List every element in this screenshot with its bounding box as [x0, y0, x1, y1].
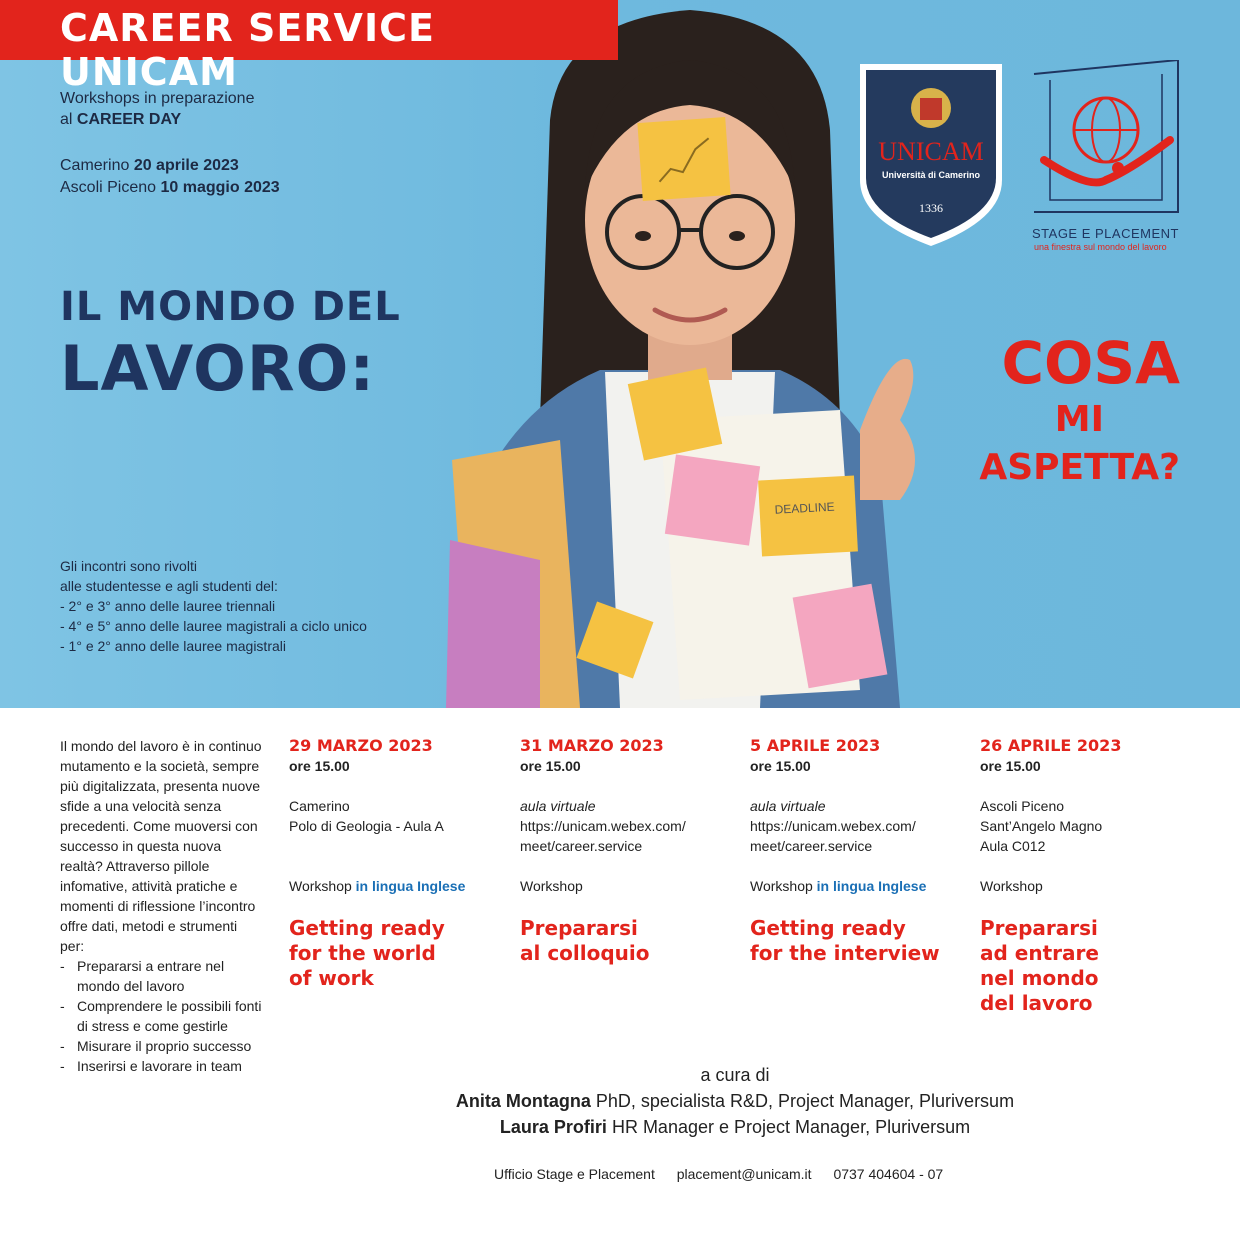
location-line: Sant’Angelo Magno [980, 818, 1103, 834]
webex-link[interactable]: meet/career.service [750, 838, 873, 854]
workshop-type [980, 876, 1190, 896]
stage-logo-subtitle: una finestra sul mondo del lavoro [1034, 242, 1167, 252]
event-dates [60, 155, 280, 199]
target-line: - 4° e 5° anno delle lauree magistrali a ciclo unico [60, 618, 367, 634]
date-line [60, 177, 280, 199]
person-role: HR Manager e Project Manager, Pluriversum [606, 1117, 971, 1137]
workshop-title [750, 916, 960, 966]
workshop-card [980, 736, 1190, 1016]
workshop-location [980, 796, 1190, 856]
workshop-card [289, 736, 499, 991]
workshop-time: ore 15.00 [289, 758, 350, 774]
credits-person [360, 1114, 1110, 1140]
contact-phone: 0737 404604 - 07 [833, 1166, 944, 1182]
title-line: nel mondo [980, 966, 1099, 990]
title-line: Prepararsi [980, 916, 1098, 940]
question-line-1: COSA [1001, 329, 1180, 397]
intro-line-1: Workshops in preparazione [60, 90, 255, 107]
workshop-time: ore 15.00 [980, 758, 1041, 774]
workshop-type [289, 876, 499, 896]
workshop-location [289, 796, 499, 836]
date-city: Ascoli Piceno [60, 179, 161, 196]
unicam-logo-name: UNICAM [878, 137, 984, 166]
webex-link[interactable]: meet/career.service [520, 838, 643, 854]
headline-line-1: IL MONDO DEL [60, 284, 401, 330]
workshop-description [60, 736, 265, 1076]
title-line: del lavoro [980, 991, 1093, 1015]
workshop-time: ore 15.00 [520, 758, 581, 774]
date-value: 20 aprile 2023 [133, 157, 239, 174]
target-line: - 1° e 2° anno delle lauree magistrali [60, 638, 286, 654]
question-line-3: ASPETTA? [979, 447, 1180, 488]
title-line: Getting ready [750, 916, 906, 940]
goals-list [60, 956, 265, 1076]
workshop-date: 29 MARZO 2023 [289, 736, 433, 755]
title-line: al colloquio [520, 941, 650, 965]
description-text: Il mondo del lavoro è in continuo mutamento e la società, sempre più digitalizzata, presenta nuove sfide a una velocità senza precedenti. Come muoversi con successo in questa nuova realtà? Attraverso pillole infomative, attività pratiche e momenti di riflessione l’incontro offre dati, metodi e strumenti per: [60, 738, 262, 954]
title-line: of work [289, 966, 374, 990]
title-line: Prepararsi [520, 916, 638, 940]
brand-title: CAREER SERVICE UNICAM [60, 6, 435, 94]
stage-placement-logo [1030, 60, 1182, 230]
location-line: aula virtuale [520, 798, 596, 814]
question-headline [880, 330, 1180, 492]
workshop-location [520, 796, 730, 856]
workshop-card [750, 736, 960, 966]
intro-career-day: CAREER DAY [76, 111, 182, 128]
workshop-location [750, 796, 960, 856]
date-line [60, 155, 280, 177]
contact-footer [494, 1166, 961, 1182]
workshop-language: in lingua Inglese [816, 878, 927, 894]
target-line: Gli incontri sono rivolti [60, 558, 197, 574]
workshop-time: ore 15.00 [750, 758, 811, 774]
headline-line-2: LAVORO: [60, 332, 376, 405]
location-line: Aula C012 [980, 838, 1046, 854]
list-item: - Misurare il proprio successo [60, 1036, 265, 1056]
title-line: Getting ready [289, 916, 445, 940]
credits-person [360, 1088, 1110, 1114]
unicam-logo-year: 1336 [919, 201, 943, 215]
workshop-date: 5 APRILE 2023 [750, 736, 881, 755]
webex-link[interactable]: https://unicam.webex.com/ [750, 818, 916, 834]
workshop-title [520, 916, 730, 966]
title-line: ad entrare [980, 941, 1099, 965]
title-line: for the world [289, 941, 436, 965]
location-line: Camerino [289, 798, 350, 814]
workshop-label: Workshop [520, 878, 583, 894]
list-item: - Inserirsi e lavorare in team [60, 1056, 265, 1076]
unicam-logo-sub: Università di Camerino [881, 170, 981, 180]
workshop-label: Workshop [750, 878, 817, 894]
workshop-card [520, 736, 730, 966]
list-item: - Comprendere le possibili fonti di stress e come gestirle [60, 996, 265, 1036]
credits-intro: a cura di [700, 1065, 770, 1085]
brand-bar [0, 0, 618, 94]
workshop-title [289, 916, 499, 991]
person-name: Anita Montagna [455, 1091, 591, 1111]
workshop-label: Workshop [980, 878, 1043, 894]
target-audience [60, 556, 367, 656]
workshop-date: 26 APRILE 2023 [980, 736, 1122, 755]
workshop-date: 31 MARZO 2023 [520, 736, 664, 755]
title-line: for the interview [750, 941, 940, 965]
webex-link[interactable]: https://unicam.webex.com/ [520, 818, 686, 834]
workshop-type [520, 876, 730, 896]
svg-text:DEADLINE: DEADLINE [774, 499, 835, 517]
person-name: Laura Profiri [499, 1117, 607, 1137]
stage-logo-title: STAGE E PLACEMENT [1032, 226, 1179, 241]
workshop-label: Workshop [289, 878, 356, 894]
target-line: alle studentesse e agli studenti del: [60, 578, 278, 594]
date-value: 10 maggio 2023 [160, 179, 280, 196]
location-line: Ascoli Piceno [980, 798, 1065, 814]
question-line-2: MI [1054, 399, 1104, 440]
workshop-language: in lingua Inglese [355, 878, 466, 894]
date-city: Camerino [60, 157, 134, 174]
contact-email[interactable]: placement@unicam.it [676, 1166, 812, 1182]
target-line: - 2° e 3° anno delle lauree triennali [60, 598, 276, 614]
intro-text [60, 88, 254, 130]
office-name: Ufficio Stage e Placement [494, 1166, 655, 1182]
unicam-logo [856, 60, 1006, 250]
credits [360, 1062, 1110, 1140]
person-role: PhD, specialista R&D, Project Manager, Pluriversum [590, 1091, 1015, 1111]
intro-line-2 [60, 109, 254, 130]
workshop-type [750, 876, 960, 896]
location-line: aula virtuale [750, 798, 826, 814]
intro-prefix: al [60, 111, 77, 128]
workshop-title [980, 916, 1190, 1016]
location-line: Polo di Geologia - Aula A [289, 818, 444, 834]
list-item: - Prepararsi a entrare nel mondo del lavoro [60, 956, 265, 996]
